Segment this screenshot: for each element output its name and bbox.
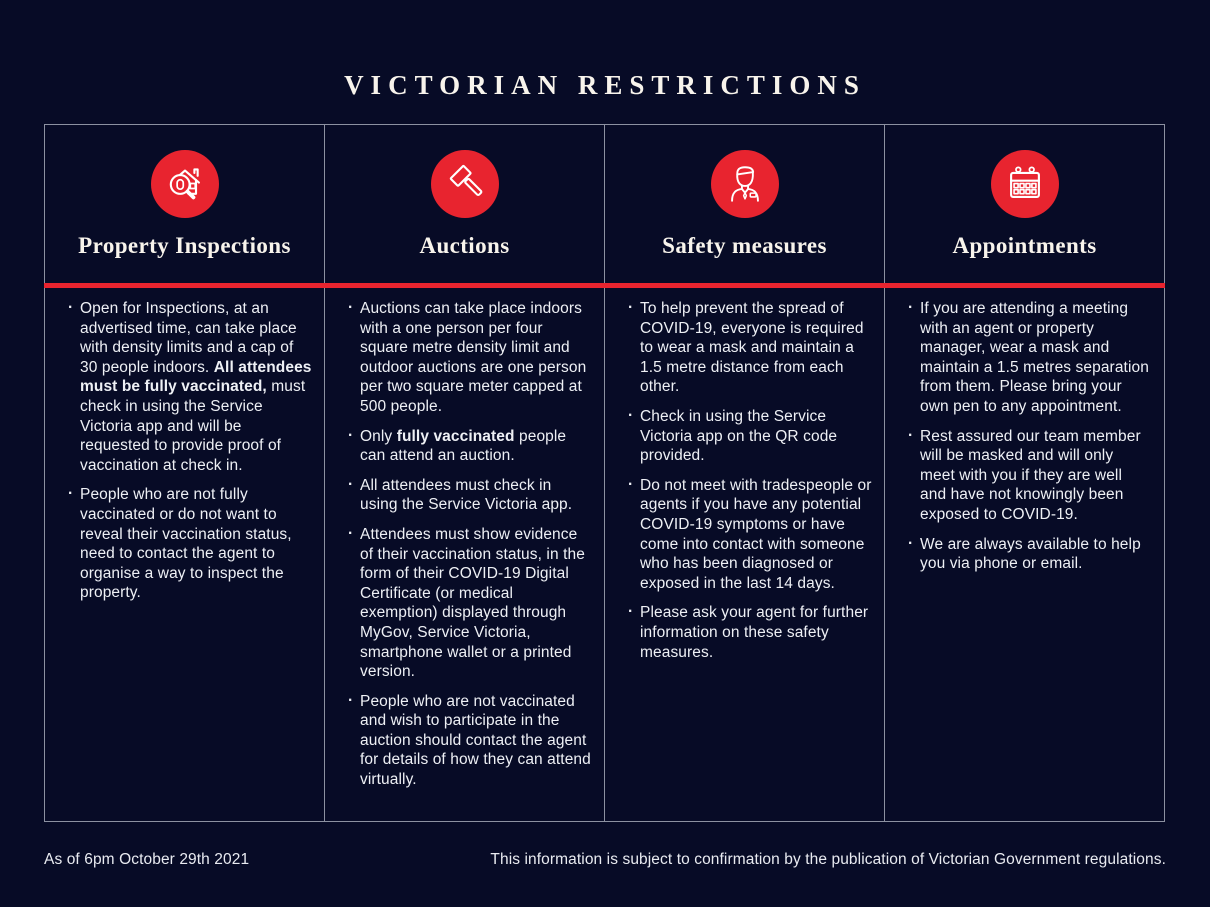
- bullet-item: · To help prevent the spread of COVID-19, everyone is required to wear a mask and maintain a 1.5 metre distance from each other.: [627, 299, 872, 397]
- red-divider: [44, 283, 1165, 288]
- column-header: [885, 125, 1164, 284]
- icon-circle: [431, 150, 499, 218]
- column-body: [605, 284, 884, 662]
- restrictions-table: [44, 124, 1165, 822]
- icon-circle: [991, 150, 1059, 218]
- bullet-item: · Please ask your agent for further information on these safety measures.: [627, 603, 872, 662]
- bullet-item: · Check in using the Service Victoria app on the QR code provided.: [627, 407, 872, 466]
- column-safety-measures: [605, 125, 885, 821]
- column-auctions: [325, 125, 605, 821]
- page-title: VICTORIAN RESTRICTIONS: [344, 70, 866, 101]
- column-body: [45, 284, 324, 603]
- bullet-item: · Rest assured our team member will be masked and will only meet with you if they are well and have not knowingly been exposed to COVID-19.: [907, 427, 1152, 525]
- bullet-item: · Do not meet with tradespeople or agents if you have any potential COVID-19 symptoms or have come into contact with someone who has been diagnosed or exposed in the last 14 days.: [627, 476, 872, 594]
- column-heading: Property Inspections: [78, 233, 291, 258]
- column-body: [325, 284, 604, 790]
- bullet-item: · If you are attending a meeting with an agent or property manager, wear a mask and maintain a 1.5 metres separation from them. Please bring your own pen to any appointment.: [907, 299, 1152, 417]
- column-header: [45, 125, 324, 284]
- house-search-icon: [162, 161, 208, 207]
- icon-circle: [711, 150, 779, 218]
- column-heading: Appointments: [952, 233, 1097, 258]
- bullet-item: · Only fully vaccinated people can attend an auction.: [347, 427, 592, 466]
- column-property-inspections: [45, 125, 325, 821]
- column-header: [325, 125, 604, 284]
- bullet-item: · Auctions can take place indoors with a one person per four square metre density limit and outdoor auctions are one person per two square meter capped at 500 people.: [347, 299, 592, 417]
- calendar-icon: [1002, 161, 1048, 207]
- bullet-item: · We are always available to help you via phone or email.: [907, 535, 1152, 574]
- bullet-item: · Open for Inspections, at an advertised time, can take place with density limits and a cap of 30 people indoors. All attendees must be fully vaccinated, must check in using the Service Victoria app and will be requested to provide proof of vaccination at check in.: [67, 299, 312, 475]
- footer-as-of-date: As of 6pm October 29th 2021: [44, 851, 250, 868]
- column-body: [885, 284, 1164, 574]
- column-header: [605, 125, 884, 284]
- column-appointments: [885, 125, 1164, 821]
- gavel-icon: [442, 161, 488, 207]
- bullet-item: · Attendees must show evidence of their vaccination status, in the form of their COVID-19 Digital Certificate (or medical exemption) displayed through MyGov, Service Victoria, smartphone wallet or a printed version.: [347, 525, 592, 682]
- agent-person-icon: [722, 161, 768, 207]
- icon-circle: [151, 150, 219, 218]
- bullet-item: · People who are not vaccinated and wish to participate in the auction should contact the agent for details of how they can attend virtually.: [347, 692, 592, 790]
- column-heading: Safety measures: [662, 233, 827, 258]
- column-heading: Auctions: [419, 233, 510, 258]
- footer-disclaimer: This information is subject to confirmation by the publication of Victorian Government regulations.: [490, 851, 1166, 868]
- bullet-item: · All attendees must check in using the Service Victoria app.: [347, 476, 592, 515]
- bullet-item: · People who are not fully vaccinated or do not want to reveal their vaccination status, need to contact the agent to organise a way to inspect the property.: [67, 485, 312, 603]
